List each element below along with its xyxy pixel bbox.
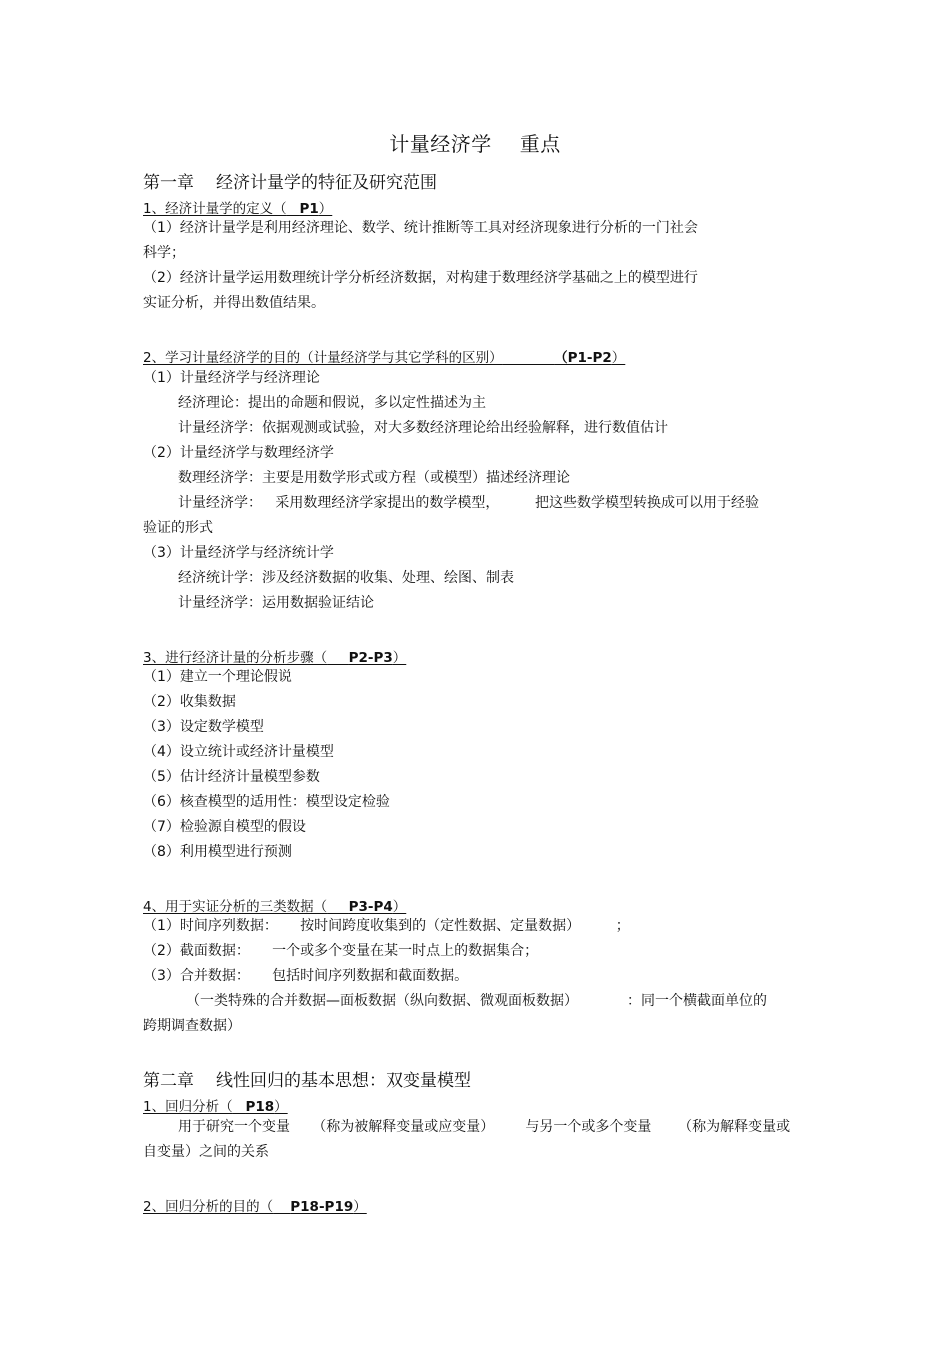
- section-1-1-line: 实证分析，并得出数值结果。: [143, 295, 325, 311]
- chapter-2-heading: [143, 1066, 471, 1091]
- section-1-2-line: （1）计量经济学与经济理论: [143, 370, 320, 386]
- step-item: （8）利用模型进行预测: [143, 844, 292, 860]
- document-title: [0, 128, 950, 157]
- step-item: （2）收集数据: [143, 694, 236, 710]
- section-1-2-line: （2）计量经济学与数理经济学: [143, 445, 334, 461]
- section-1-4-line: （1）时间序列数据： 按时间跨度收集到的（定性数据、定量数据） ；: [143, 918, 630, 934]
- section-1-2-line: 计量经济学：依据观测或试验，对大多数经济理论给出经验解释，进行数值估计: [178, 420, 668, 436]
- chapter-1-name: 经济计量学的特征及研究范围: [216, 173, 437, 193]
- chapter-2-name: 线性回归的基本思想：双变量模型: [216, 1071, 471, 1091]
- section-1-1-line: （1）经济计量学是利用经济理论、数学、统计推断等工具对经济现象进行分析的一门社会: [143, 220, 698, 236]
- title-part-1: 计量经济学: [389, 132, 492, 156]
- section-1-4-line: （3）合并数据： 包括时间序列数据和截面数据。: [143, 968, 469, 984]
- section-1-3-heading: 3、进行经济计量的分析步骤（ P2-P3）: [143, 650, 407, 666]
- section-1-1-heading: 1、经济计量学的定义（ P1）: [143, 201, 333, 217]
- step-item: （3）设定数学模型: [143, 719, 264, 735]
- section-2-1-line: 用于研究一个变量 （称为被解释变量或应变量） 与另一个或多个变量 （称为解释变量或: [178, 1119, 791, 1135]
- section-1-2-heading: 2、学习计量经济学的目的（计量经济学与其它学科的区别） （P1-P2）: [143, 350, 626, 366]
- title-part-2: 重点: [519, 132, 561, 156]
- section-2-2-heading: 2、回归分析的目的（ P18-P19）: [143, 1199, 367, 1215]
- chapter-2-label: 第二章: [143, 1071, 194, 1091]
- section-1-1-line: （2）经济计量学运用数理统计学分析经济数据，对构建于数理经济学基础之上的模型进行: [143, 270, 698, 286]
- section-1-2-line: 计量经济学：运用数据验证结论: [178, 595, 374, 611]
- section-1-2-line: （3）计量经济学与经济统计学: [143, 545, 334, 561]
- section-1-4-heading: 4、用于实证分析的三类数据（ P3-P4）: [143, 899, 407, 915]
- section-1-4-line: （2）截面数据： 一个或多个变量在某一时点上的数据集合；: [143, 943, 539, 959]
- chapter-1-label: 第一章: [143, 173, 194, 193]
- section-1-4-line: （一类特殊的合并数据—面板数据（纵向数据、微观面板数据） ：同一个横截面单位的: [186, 993, 767, 1009]
- step-item: （4）设立统计或经济计量模型: [143, 744, 334, 760]
- step-item: （5）估计经济计量模型参数: [143, 769, 320, 785]
- section-1-4-line: 跨期调查数据）: [143, 1018, 241, 1034]
- step-item: （1）建立一个理论假说: [143, 669, 292, 685]
- section-1-2-line: 计量经济学： 采用数理经济学家提出的数学模型， 把这些数学模型转换成可以用于经验: [178, 495, 759, 511]
- step-item: （7）检验源自模型的假设: [143, 819, 306, 835]
- section-2-1-heading: 1、回归分析（ P18）: [143, 1099, 288, 1115]
- chapter-1-heading: [143, 168, 437, 193]
- section-1-1-line: 科学；: [143, 245, 185, 261]
- section-1-2-line: 数理经济学：主要是用数学形式或方程（或模型）描述经济理论: [178, 470, 570, 486]
- section-1-2-line: 经济理论：提出的命题和假说，多以定性描述为主: [178, 395, 486, 411]
- step-item: （6）核查模型的适用性：模型设定检验: [143, 794, 390, 810]
- section-2-1-line: 自变量）之间的关系: [143, 1144, 269, 1160]
- section-1-2-line: 验证的形式: [143, 520, 213, 536]
- section-1-2-line: 经济统计学：涉及经济数据的收集、处理、绘图、制表: [178, 570, 514, 586]
